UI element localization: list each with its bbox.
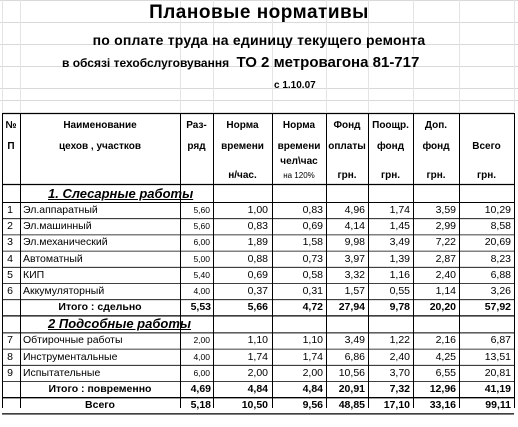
row-norm: 1,00: [247, 204, 268, 216]
subtotal-timework-norm: 4,84: [247, 383, 268, 395]
header-fund-2: оплаты: [328, 141, 366, 152]
row-fund: 1,57: [344, 285, 365, 297]
row-no: 1: [7, 204, 13, 216]
header-bonus: Поощр.: [372, 120, 409, 131]
subtotal-piecework-norm: 5,66: [247, 301, 268, 314]
header-norm-120-unit: чел\час: [280, 156, 318, 167]
row-grade: 6,00: [193, 367, 210, 378]
grand-total-grade: 5,18: [190, 399, 211, 412]
row-norm: 1,89: [247, 236, 268, 249]
section-title-2: 2 Подсобные работы: [48, 316, 192, 332]
grand-total-norm120: 9,56: [302, 399, 323, 412]
header-extra: Доп.: [424, 120, 448, 131]
row-bonus: 1,74: [389, 204, 410, 216]
row-norm: 1,10: [247, 334, 268, 347]
row-bonus: 1,45: [389, 220, 410, 233]
row-extra: 7,22: [435, 236, 456, 249]
subtotal-piecework-fund: 27,94: [338, 301, 365, 314]
row-norm: 2,00: [247, 366, 268, 379]
row-total: 20,81: [484, 366, 511, 379]
header-total: Всего: [472, 141, 501, 152]
row-norm120: 0,58: [302, 268, 323, 281]
header-norm-time-unit: н/час.: [228, 170, 257, 181]
row-name: Испытательные: [23, 366, 101, 379]
row-fund: 4,96: [344, 204, 365, 216]
header-fund-unit: грн.: [337, 170, 357, 181]
row-no: 9: [7, 366, 13, 379]
row-no: 3: [7, 236, 13, 249]
header-norm-120-note: на 120%: [283, 171, 315, 180]
row-fund: 10,56: [338, 366, 365, 379]
row-bonus: 0,55: [389, 285, 410, 297]
row-norm120: 0,31: [302, 285, 323, 297]
row-no: 4: [7, 252, 13, 265]
subtotal-piecework-bonus: 9,78: [389, 301, 410, 314]
header-name-2: цехов , участков: [59, 141, 141, 152]
row-bonus: 1,22: [389, 334, 410, 347]
row-norm: 0,88: [247, 252, 268, 265]
page-title: Плановые нормативы: [149, 2, 369, 23]
row-norm120: 1,74: [302, 350, 323, 363]
row-no: 2: [7, 220, 13, 233]
row-bonus: 1,39: [389, 252, 410, 265]
row-total: 6,87: [490, 334, 511, 347]
row-no: 5: [7, 268, 13, 281]
row-bonus: 2,40: [389, 350, 410, 363]
header-norm-120: Норма: [282, 120, 316, 131]
row-bonus: 1,16: [389, 268, 410, 281]
row-norm: 0,83: [247, 220, 268, 233]
subtotal-timework-fund: 20,91: [338, 383, 365, 395]
subtotal-piecework-label: Итого : сдельно: [58, 301, 142, 314]
row-name: КИП: [23, 268, 45, 281]
effective-date: с 1.10.07: [274, 80, 316, 91]
row-name: Эл.аппаратный: [23, 204, 98, 216]
subtotal-piecework-norm120: 4,72: [302, 301, 323, 314]
row-bonus: 3,70: [389, 366, 410, 379]
row-name: Автоматный: [23, 252, 83, 265]
row-norm120: 0,73: [302, 252, 323, 265]
subtotal-piecework-total: 57,92: [484, 301, 511, 314]
header-extra-2: фонд: [422, 141, 450, 152]
header-no: №: [5, 120, 17, 131]
scope-object: ТО 2 метровагона 81-717: [236, 54, 420, 71]
row-fund: 4,14: [344, 220, 365, 233]
row-fund: 6,86: [344, 350, 365, 363]
row-no: 8: [7, 350, 13, 363]
row-grade: 6,00: [193, 237, 210, 248]
grand-total-label: Всего: [85, 399, 115, 412]
grand-total-bonus: 17,10: [383, 399, 410, 412]
subtotal-timework-bonus: 7,32: [389, 383, 410, 395]
row-grade: 4,00: [193, 351, 210, 362]
subtotal-timework-grade: 4,69: [190, 383, 211, 395]
header-extra-unit: грн.: [426, 170, 446, 181]
row-extra: 3,59: [435, 204, 456, 216]
header-norm-time-2: времени: [221, 141, 264, 152]
subtotal-timework-extra: 12,96: [429, 383, 456, 395]
row-norm120: 1,10: [302, 334, 323, 347]
row-name: Аккумуляторный: [23, 285, 105, 297]
grand-total-extra: 33,16: [429, 399, 456, 412]
header-grade-2: ряд: [187, 141, 206, 152]
row-grade: 2,00: [193, 335, 210, 346]
row-grade: 5,40: [193, 269, 210, 280]
subtotal-timework-label: Итого : повременно: [48, 383, 152, 395]
grand-total-fund: 48,85: [338, 399, 365, 412]
header-norm-time: Норма: [226, 120, 259, 131]
row-name: Эл.механический: [23, 236, 108, 249]
header-name: Наименование: [63, 120, 137, 131]
subtotal-piecework-extra: 20,20: [429, 301, 456, 314]
subtotal-piecework-grade: 5,53: [190, 301, 211, 314]
header-no-p: П: [7, 141, 15, 152]
header-norm-120-2: времени: [277, 141, 321, 152]
row-norm: 0,37: [247, 285, 268, 297]
row-total: 6,88: [490, 268, 511, 281]
header-fund: Фонд: [333, 120, 361, 131]
row-extra: 2,99: [435, 220, 456, 233]
row-extra: 6,55: [435, 366, 456, 379]
section-title-1: 1. Слесарные работы: [48, 186, 194, 201]
row-no: 7: [7, 334, 13, 347]
page-subtitle: по оплате труда на единицу текущего ремонта: [92, 32, 426, 48]
header-total-unit: грн.: [476, 170, 497, 181]
scope-prefix: в обсязі техобслуговування: [62, 56, 230, 70]
subtotal-timework-total: 41,19: [484, 383, 511, 395]
row-norm: 1,74: [247, 350, 268, 363]
row-bonus: 3,49: [389, 236, 410, 249]
row-grade: 4,00: [193, 286, 210, 296]
row-name: Инструментальные: [23, 350, 118, 363]
row-total: 13,51: [484, 350, 511, 363]
header-grade: Раз-: [186, 120, 207, 131]
row-norm120: 1,58: [302, 236, 323, 249]
row-extra: 4,25: [435, 350, 456, 363]
row-grade: 5,00: [193, 253, 210, 264]
header-bonus-unit: грн.: [380, 170, 401, 181]
row-norm: 0,69: [247, 268, 268, 281]
row-extra: 2,87: [435, 252, 456, 265]
row-norm120: 2,00: [302, 366, 323, 379]
row-no: 6: [7, 285, 13, 297]
row-fund: 3,49: [344, 334, 365, 347]
header-bonus-2: фонд: [376, 141, 405, 152]
row-total: 10,29: [484, 204, 511, 216]
row-norm120: 0,83: [302, 204, 323, 216]
row-extra: 2,16: [435, 334, 456, 347]
grand-total-total: 99,11: [485, 399, 511, 412]
subtotal-timework-norm120: 4,84: [302, 383, 323, 395]
row-fund: 3,32: [344, 268, 365, 281]
row-name: Эл.машинный: [23, 220, 92, 233]
row-extra: 2,40: [435, 268, 456, 281]
row-grade: 5,60: [193, 221, 210, 232]
row-name: Обтирочные работы: [23, 334, 123, 347]
row-total: 3,26: [490, 285, 511, 297]
scope-line: [62, 54, 419, 71]
row-total: 8,58: [490, 220, 511, 233]
row-total: 20,69: [484, 236, 511, 249]
grand-total-norm: 10,50: [241, 399, 268, 412]
row-norm120: 0,69: [302, 220, 323, 233]
row-extra: 1,14: [435, 285, 456, 297]
row-fund: 9,98: [344, 236, 365, 249]
row-fund: 3,97: [344, 252, 365, 265]
row-grade: 5,60: [193, 205, 210, 215]
row-total: 8,23: [490, 252, 511, 265]
